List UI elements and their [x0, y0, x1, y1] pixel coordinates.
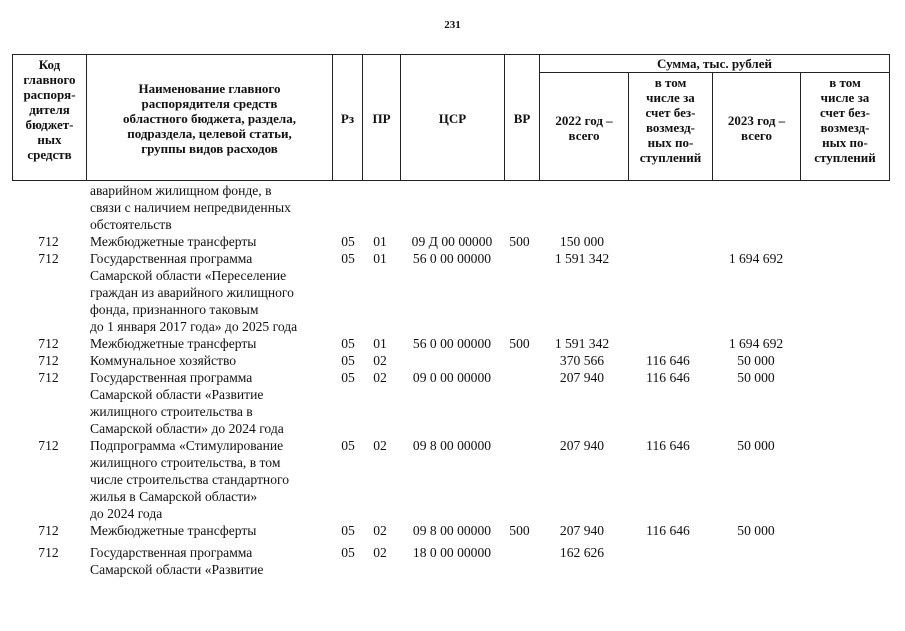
- row-name-line: до 2024 года: [90, 506, 163, 521]
- header-2023-total-line: 2023 год –: [727, 112, 786, 128]
- header-2022-total-line: всего: [568, 127, 600, 143]
- row-pr: 02: [373, 545, 387, 560]
- row-name: [90, 250, 335, 335]
- row-csr: 18 0 00 00000: [412, 545, 492, 560]
- header-code-line: ных: [37, 132, 62, 147]
- row-2022-total: 162 626: [559, 545, 605, 560]
- header-name: [87, 55, 333, 181]
- header-2022-gratuitous-line: числе за: [646, 90, 695, 105]
- header-2022-gratuitous-line: счет без-: [645, 105, 696, 120]
- row-code: 712: [38, 353, 59, 368]
- header-code: [13, 55, 87, 181]
- header-2023-gratuitous-line: счет без-: [820, 105, 870, 120]
- table-row: [12, 522, 889, 539]
- header-code-line: главного: [23, 72, 76, 87]
- header-2023-gratuitous: [801, 73, 890, 181]
- header-2022-total: [540, 73, 629, 181]
- row-vr: 500: [509, 523, 530, 538]
- row-2022-total: 1 591 342: [554, 251, 610, 266]
- row-2023-total: 50 000: [737, 370, 775, 385]
- row-2022-total: 370 566: [559, 353, 605, 368]
- header-pr: ПР: [363, 55, 401, 181]
- row-name-line: Межбюджетные трансферты: [90, 336, 257, 351]
- header-2023-gratuitous-line: ных по-: [822, 135, 868, 150]
- row-rz: 05: [341, 251, 355, 266]
- table-row: [12, 250, 889, 335]
- row-name: [90, 233, 335, 250]
- row-code: 712: [38, 545, 59, 560]
- header-2022-gratuitous-line: ступлений: [639, 150, 702, 165]
- row-2023-total: 1 694 692: [728, 336, 784, 351]
- table-row: [12, 233, 889, 250]
- row-name-line: Самарской области «Развитие: [90, 387, 264, 402]
- row-name: [90, 335, 335, 352]
- row-code: 712: [38, 251, 59, 266]
- row-pr: 01: [373, 251, 387, 266]
- header-name-line: Наименование главного: [138, 81, 281, 96]
- row-rz: 05: [341, 336, 355, 351]
- row-name-line: Самарской области «Переселение: [90, 268, 287, 283]
- row-code: 712: [38, 438, 59, 453]
- row-name-line: Государственная программа: [90, 545, 253, 560]
- row-name-line: Подпрограмма «Стимулирование: [90, 438, 284, 453]
- row-code: 712: [38, 370, 59, 385]
- header-2023-gratuitous-line: возмезд-: [820, 120, 870, 135]
- row-pr: 01: [373, 234, 387, 249]
- header-name-line: распорядителя средств: [141, 96, 278, 111]
- header-2022-gratuitous-line: ных по-: [647, 135, 694, 150]
- row-2022-gratuitous: 116 646: [646, 438, 690, 453]
- row-2022-total: 207 940: [559, 370, 605, 385]
- row-name: [90, 182, 335, 233]
- row-name-line: Государственная программа: [90, 251, 253, 266]
- row-name-line: Государственная программа: [90, 370, 253, 385]
- table-row: [12, 544, 889, 578]
- row-2023-total: 1 694 692: [728, 251, 784, 266]
- row-csr: 56 0 00 00000: [412, 251, 492, 266]
- row-vr: 500: [509, 336, 530, 351]
- row-name: [90, 437, 335, 522]
- row-pr: 01: [373, 336, 387, 351]
- row-vr: 500: [509, 234, 530, 249]
- header-code-line: распоря-: [23, 87, 76, 102]
- row-pr: 02: [373, 523, 387, 538]
- row-2022-gratuitous: 116 646: [646, 353, 690, 368]
- header-2022-total-line: 2022 год –: [555, 112, 613, 128]
- row-2022-gratuitous: 116 646: [646, 370, 690, 385]
- header-sum: Сумма, тыс. рублей: [540, 55, 890, 73]
- row-2022-total: 150 000: [559, 234, 605, 249]
- row-csr: 09 8 00 00000: [412, 523, 492, 538]
- row-name-line: жилищного строительства, в том: [90, 455, 281, 470]
- table-header: [12, 54, 890, 181]
- header-name-line: областного бюджета, раздела,: [123, 111, 296, 126]
- row-pr: 02: [373, 353, 387, 368]
- header-name-line: группы видов расходов: [141, 141, 278, 156]
- header-2022-gratuitous: [629, 73, 713, 181]
- header-vr: ВР: [505, 55, 540, 181]
- row-name: [90, 352, 335, 369]
- row-rz: 05: [341, 234, 355, 249]
- table-row: [12, 369, 889, 437]
- header-2022-gratuitous-line: возмезд-: [646, 120, 695, 135]
- row-rz: 05: [341, 438, 355, 453]
- row-rz: 05: [341, 370, 355, 385]
- header-2023-gratuitous-line: числе за: [820, 90, 870, 105]
- row-code: 712: [38, 234, 59, 249]
- header-code-line: средств: [27, 147, 72, 162]
- row-2023-total: 50 000: [737, 523, 775, 538]
- row-name-line: связи с наличием непредвиденных: [90, 200, 291, 215]
- row-csr: 09 8 00 00000: [412, 438, 492, 453]
- row-name-line: числе строительства стандартного: [90, 472, 290, 487]
- header-code-line: дителя: [29, 102, 70, 117]
- header-2023-gratuitous-line: в том: [829, 75, 861, 90]
- row-2022-gratuitous: 116 646: [646, 523, 690, 538]
- row-2023-total: 50 000: [737, 353, 775, 368]
- row-name-line: Межбюджетные трансферты: [90, 523, 257, 538]
- header-2023-total-line: всего: [741, 127, 772, 143]
- row-2022-total: 207 940: [559, 523, 605, 538]
- table-row: [12, 437, 889, 522]
- table-row: [12, 335, 889, 352]
- row-pr: 02: [373, 438, 387, 453]
- table-body: [12, 182, 889, 578]
- row-code: 712: [38, 523, 59, 538]
- header-code-line: Код: [38, 57, 61, 72]
- header-rz: Рз: [333, 55, 363, 181]
- row-name-line: Межбюджетные трансферты: [90, 234, 257, 249]
- row-name-line: аварийном жилищном фонде, в: [90, 183, 272, 198]
- header-2023-total: [713, 73, 801, 181]
- row-code: 712: [38, 336, 59, 351]
- row-name-line: обстоятельств: [90, 217, 172, 232]
- row-name: [90, 369, 335, 437]
- row-name-line: до 1 января 2017 года» до 2025 года: [90, 319, 298, 334]
- row-name-line: жилья в Самарской области»: [90, 489, 258, 504]
- row-name: [90, 522, 335, 539]
- header-name-line: подраздела, целевой статьи,: [127, 126, 292, 141]
- row-name: [90, 544, 335, 578]
- header-csr: ЦСР: [401, 55, 505, 181]
- row-2022-total: 1 591 342: [554, 336, 610, 351]
- row-rz: 05: [341, 545, 355, 560]
- row-pr: 02: [373, 370, 387, 385]
- row-name-line: Самарской области «Развитие: [90, 562, 264, 577]
- header-2023-gratuitous-line: ступлений: [814, 150, 876, 165]
- page-number: 231: [444, 19, 461, 31]
- table-row: [12, 352, 889, 369]
- header-2022-gratuitous-line: в том: [654, 75, 687, 90]
- row-name-line: жилищного строительства в: [90, 404, 253, 419]
- row-name-line: граждан из аварийного жилищного: [90, 285, 294, 300]
- row-name-line: Коммунальное хозяйство: [90, 353, 237, 368]
- row-name-line: фонда, признанного таковым: [90, 302, 259, 317]
- row-csr: 09 0 00 00000: [412, 370, 492, 385]
- row-csr: 09 Д 00 00000: [411, 234, 493, 249]
- row-name-line: Самарской области» до 2024 года: [90, 421, 284, 436]
- header-code-line: бюджет-: [25, 117, 74, 132]
- table-row: [12, 182, 889, 233]
- row-2023-total: 50 000: [737, 438, 775, 453]
- row-csr: 56 0 00 00000: [412, 336, 492, 351]
- row-2022-total: 207 940: [559, 438, 605, 453]
- row-rz: 05: [341, 353, 355, 368]
- row-rz: 05: [341, 523, 355, 538]
